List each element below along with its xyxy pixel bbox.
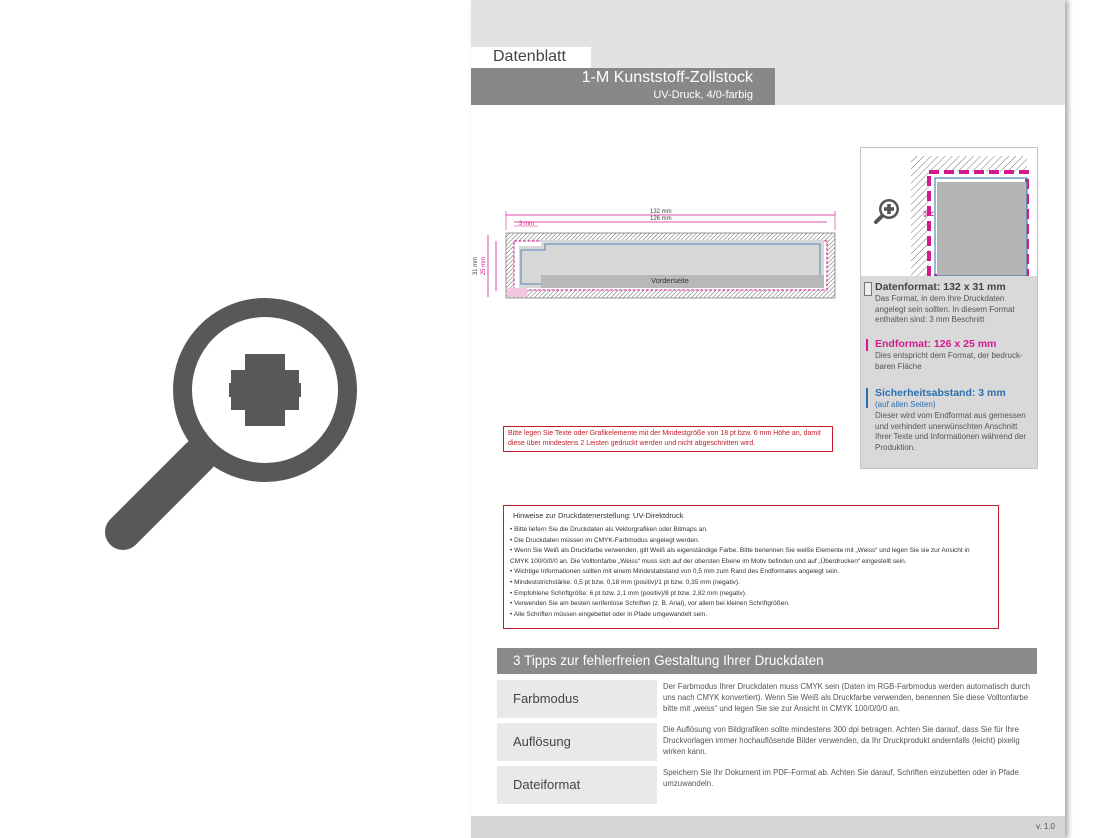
data-format-text: Das Format, in dem Ihre Druckdaten angelegt sein sollten. In diesem Format enthalten sind: 3 mm Beschnitt [875,294,1015,324]
dim-height-outer: 31 mm [473,256,480,276]
hints-list [510,525,990,620]
scissors-icon: ✂ [923,206,935,222]
data-format-title: Datenformat: 132 x 31 mm [875,281,1006,293]
tip-label: Dateiformat [513,777,581,792]
version-label: v. 1.0 [1036,822,1055,831]
zoom-in-icon[interactable] [95,270,385,560]
tip-text: Speichern Sie Ihr Dokument im PDF-Format ab. Achten Sie darauf, Schriften einzubetten oder in Pfade umzuwandeln. [663,768,1019,788]
safety-title: Sicherheitsabstand: 3 mm [875,387,1006,399]
hint-item: • Bitte liefern Sie die Druckdaten als Vektorgrafiken oder Bitmaps an. [510,525,990,536]
tips-title: 3 Tipps zur fehlerfreien Gestaltung Ihrer Druckdaten [513,653,824,668]
legend-panel [860,147,1038,469]
document-tag: Datenblatt [493,48,566,65]
end-format-title: Endformat: 126 x 25 mm [875,338,997,350]
safety-text: Dieser wird vom Endformat aus gemessen und verhindert unerwünschten Anschnitt Ihrer Texte und Informationen während der Produktion. [875,411,1027,452]
hints-title: Hinweise zur Druckdatenerstellung: UV-Direktdruck [513,511,684,520]
tip-text: Die Auflösung von Bildgrafiken sollte mindestens 300 dpi betragen. Achten Sie darauf, dass Sie für Ihre Druckvorlagen immer hochauflösende Bilder verwenden, da Ihr Druckprodukt andernfalls (leicht) pixelig wirken kann. [663,725,1020,756]
tip-label: Farbmodus [513,691,579,706]
product-title: 1-M Kunststoff-Zollstock [581,69,753,86]
technical-drawing [473,200,849,310]
dim-width-inner: 126 mm [650,216,672,222]
hint-item: • Wichtige Informationen sollten mit einem Mindestabstand von 0,5 mm zum Rand des Endformates angelegt sein. [510,567,990,578]
hint-item: • Wenn Sie Weiß als Druckfarbe verwenden, gilt Weiß als eigenständige Farbe. Bitte benennen Sie weiße Elemente mit „Weiss“ und legen Sie sie zur Ansicht in CMYK 100/0/0/0 an. Die Volltonfarbe „Weiss“ muss sich auf der obersten Ebene im Motiv befinden und auf „Überdrucken“ eingestellt sein. [510,546,990,567]
safety-swatch [866,388,868,408]
footer-band [471,816,1065,838]
legend-detail [861,148,1037,276]
zoom-in-icon[interactable] [873,196,903,226]
end-format-text: Dies entspricht dem Format, der bedruck-baren Fläche [875,351,1023,371]
dim-width-outer: 132 mm [650,209,672,215]
hint-item: • Verwenden Sie am besten serifenlose Schriften (z. B. Arial), vor allem bei kleinen Schriftgrößen. [510,599,990,610]
hint-item: • Alle Schriften müssen eingebettet oder in Pfade umgewandelt sein. [510,610,990,621]
title-bar [471,68,775,105]
front-side-label: Vorderseite [651,276,689,285]
hints-box [503,505,999,629]
tips-header [497,648,1037,674]
hint-item: • Die Druckdaten müssen im CMYK-Farbmodus angelegt werden. [510,536,990,547]
tip-text: Der Farbmodus Ihrer Druckdaten muss CMYK sein (Daten im RGB-Farbmodus werden automatisch durch uns nach CMYK konvertiert). Wenn Sie Weiß als Druckfarbe verwenden, benennen Sie diese Volltonfarbe bitte mit „weiss“ und legen Sie sie zur Ansicht in CMYK 100/0/0/0 an. [663,682,1031,713]
hint-item: • Mindeststrichstärke: 0,5 pt bzw. 0,18 mm (positiv)/1 pt bzw. 0,35 mm (negativ). [510,578,990,589]
tip-row-resolution [497,723,1037,761]
dim-height-inner: 25 mm [481,256,488,276]
hint-item: • Empfohlene Schriftgröße: 6 pt bzw. 2,1 mm (positiv)/8 pt bzw. 2,82 mm (negativ). [510,589,990,600]
dim-bleed: 3 mm [519,221,534,227]
notice-box: Bitte legen Sie Texte oder Grafikelemente mit der Mindestgröße von 18 pt bzw. 6 mm Höhe an, damit diese über mindestens 2 Leisten gedruckt werden und nicht abgeschnitten wird. [503,426,833,452]
tip-row-file-format [497,766,1037,804]
end-format-swatch [866,339,868,351]
tip-row-color-mode [497,680,1037,718]
product-subtitle: UV-Druck, 4/0-farbig [653,89,753,101]
datasheet-page [471,0,1065,838]
zoom-preview-area [0,0,470,838]
safety-subtitle: (auf allen Seiten) [875,400,936,409]
bleed-swatch [864,282,872,296]
tip-label: Auflösung [513,734,571,749]
